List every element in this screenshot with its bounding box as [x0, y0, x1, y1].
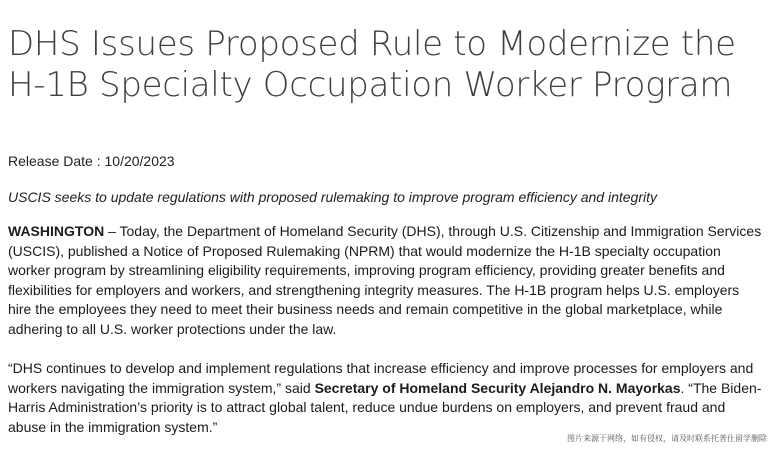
paragraph-1-text: – Today, the Department of Homeland Security (DHS), through U.S. Citizenship and Immigration Services (USCIS), published a Notice of Proposed Rulemaking (NPRM) that would modernize the H-1B specialty occupation worker program by streamlining eligibility requirements, improving program efficiency, providing greater benefits and flexibilities for employers and workers, and strengthening integrity measures. The H-1B program helps U.S. employers hire the employees they need to meet their business needs and remain competitive in the global marketplace, while adhering to all U.S. worker protections under the law. — [8, 223, 762, 337]
release-date-value: 10/20/2023 — [104, 153, 175, 169]
release-date-label: Release Date : — [8, 153, 101, 169]
paragraph-2 — [8, 359, 766, 437]
paragraph-2-quote-start: “DHS continues to develop and implement regulations that increase efficiency and improve processes for employers and workers navigating the immigration system,” said — [8, 360, 754, 396]
dateline: WASHINGTON — [8, 223, 105, 239]
paragraph-2-quote-end: . “The Biden-Harris Administration’s priority is to attract global talent, reduce undue burdens on employers, and prevent fraud and abuse in the immigration system.” — [8, 379, 762, 435]
speaker-name: Secretary of Homeland Security Alejandro N. Mayorkas — [314, 379, 681, 396]
release-date-row — [8, 151, 175, 171]
watermark-text: 图片来源于网络，如有侵权，请及时联系托普仕留学删除 — [567, 434, 767, 443]
page-title: DHS Issues Proposed Rule to Modernize the H-1B Specialty Occupation Worker Program — [8, 24, 736, 105]
paragraph-1 — [8, 222, 766, 339]
article-subtitle: USCIS seeks to update regulations with proposed rulemaking to improve program efficiency and integrity — [8, 189, 657, 205]
